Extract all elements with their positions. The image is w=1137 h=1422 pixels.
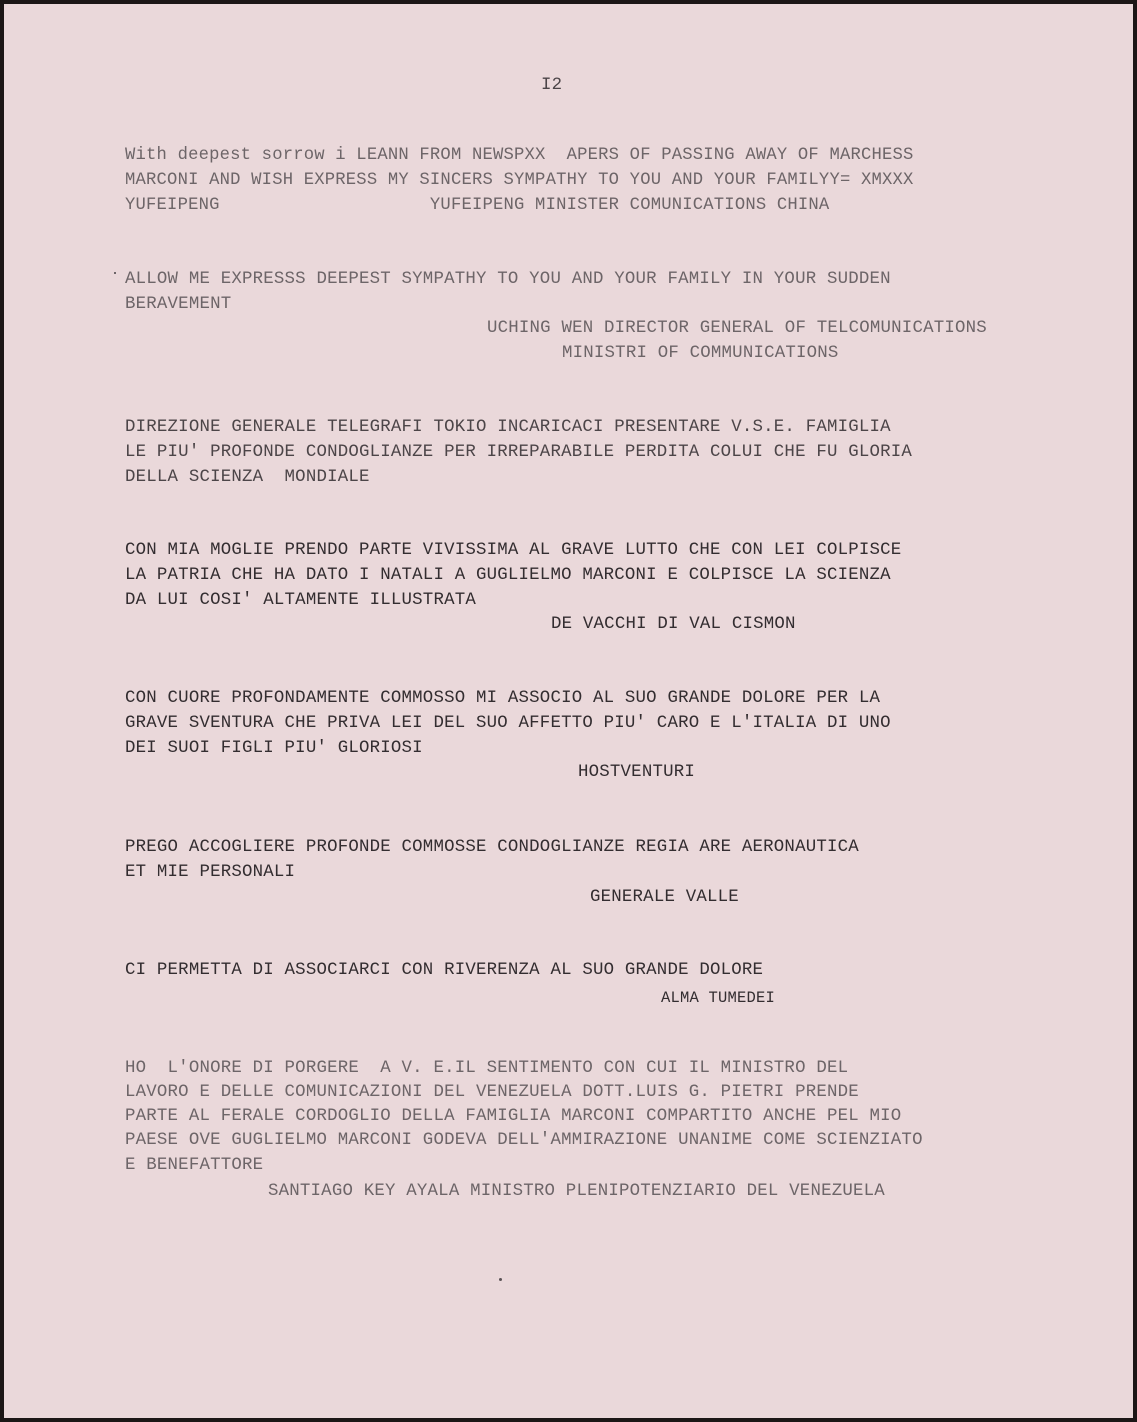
telegram-5-line-2: GRAVE SVENTURA CHE PRIVA LEI DEL SUO AFFETTO PIU' CARO E L'ITALIA DI UNO: [125, 714, 891, 733]
telegram-8-line-4: PAESE OVE GUGLIELMO MARCONI GODEVA DELL'AMMIRAZIONE UNANIME COME SCIENZIATO: [125, 1131, 923, 1150]
telegram-4-line-1: CON MIA MOGLIE PRENDO PARTE VIVISSIMA AL GRAVE LUTTO CHE CON LEI COLPISCE: [125, 541, 902, 560]
telegram-7-signature: ALMA TUMEDEI: [661, 989, 776, 1007]
typed-page: [4, 4, 1133, 1418]
telegram-6-line-1: PREGO ACCOGLIERE PROFONDE COMMOSSE CONDOGLIANZE REGIA ARE AERONAUTICA: [125, 838, 859, 857]
page-number: I2: [541, 76, 563, 95]
telegram-8-line-2: LAVORO E DELLE COMUNICAZIONI DEL VENEZUELA DOTT.LUIS G. PIETRI PRENDE: [125, 1083, 859, 1102]
telegram-2-signature-1: UCHING WEN DIRECTOR GENERAL OF TELCOMUNICATIONS: [487, 319, 987, 338]
telegram-4-signature: DE VACCHI DI VAL CISMON: [551, 615, 796, 634]
telegram-5-signature: HOSTVENTURI: [578, 763, 695, 782]
telegram-7-line-1: CI PERMETTA DI ASSOCIARCI CON RIVERENZA AL SUO GRANDE DOLORE: [125, 961, 764, 980]
ink-dot: [499, 1278, 502, 1281]
telegram-3-line-1: DIREZIONE GENERALE TELEGRAFI TOKIO INCARICACI PRESENTARE V.S.E. FAMIGLIA: [125, 418, 891, 437]
telegram-6-line-2: ET MIE PERSONALI: [125, 863, 296, 882]
telegram-1-line-1: With deepest sorrow i LEANN FROM NEWSPXX APERS OF PASSING AWAY OF MARCHESS: [125, 146, 914, 165]
telegram-5-line-3: DEI SUOI FIGLI PIU' GLORIOSI: [125, 739, 423, 758]
telegram-5-line-1: CON CUORE PROFONDAMENTE COMMOSSO MI ASSOCIO AL SUO GRANDE DOLORE PER LA: [125, 689, 881, 708]
telegram-3-line-2: LE PIU' PROFONDE CONDOGLIANZE PER IRREPARABILE PERDITA COLUI CHE FU GLORIA: [125, 443, 913, 462]
telegram-1-line-2: MARCONI AND WISH EXPRESS MY SINCERS SYMPATHY TO YOU AND YOUR FAMILYY= XMXXX: [125, 171, 914, 190]
telegram-8-signature: SANTIAGO KEY AYALA MINISTRO PLENIPOTENZIARIO DEL VENEZUELA: [268, 1182, 885, 1201]
telegram-8-line-1: HO L'ONORE DI PORGERE A V. E.IL SENTIMENTO CON CUI IL MINISTRO DEL: [125, 1059, 849, 1078]
telegram-8-line-5: E BENEFATTORE: [125, 1156, 264, 1175]
telegram-2-signature-2: MINISTRI OF COMMUNICATIONS: [562, 344, 839, 363]
telegram-2-line-1: ALLOW ME EXPRESSS DEEPEST SYMPATHY TO YOU AND YOUR FAMILY IN YOUR SUDDEN: [125, 270, 891, 289]
telegram-3-line-3: DELLA SCIENZA MONDIALE: [125, 468, 370, 487]
telegram-4-line-2: LA PATRIA CHE HA DATO I NATALI A GUGLIELMO MARCONI E COLPISCE LA SCIENZA: [125, 566, 891, 585]
telegram-1-line-3: YUFEIPENG YUFEIPENG MINISTER COMUNICATIONS CHINA: [125, 196, 830, 215]
telegram-6-signature: GENERALE VALLE: [590, 888, 739, 907]
telegram-4-line-3: DA LUI COSI' ALTAMENTE ILLUSTRATA: [125, 591, 476, 610]
stray-typewriter-mark: [114, 272, 116, 274]
telegram-8-line-3: PARTE AL FERALE CORDOGLIO DELLA FAMIGLIA MARCONI COMPARTITO ANCHE PEL MIO: [125, 1107, 902, 1126]
telegram-2-line-2: BERAVEMENT: [125, 295, 232, 314]
